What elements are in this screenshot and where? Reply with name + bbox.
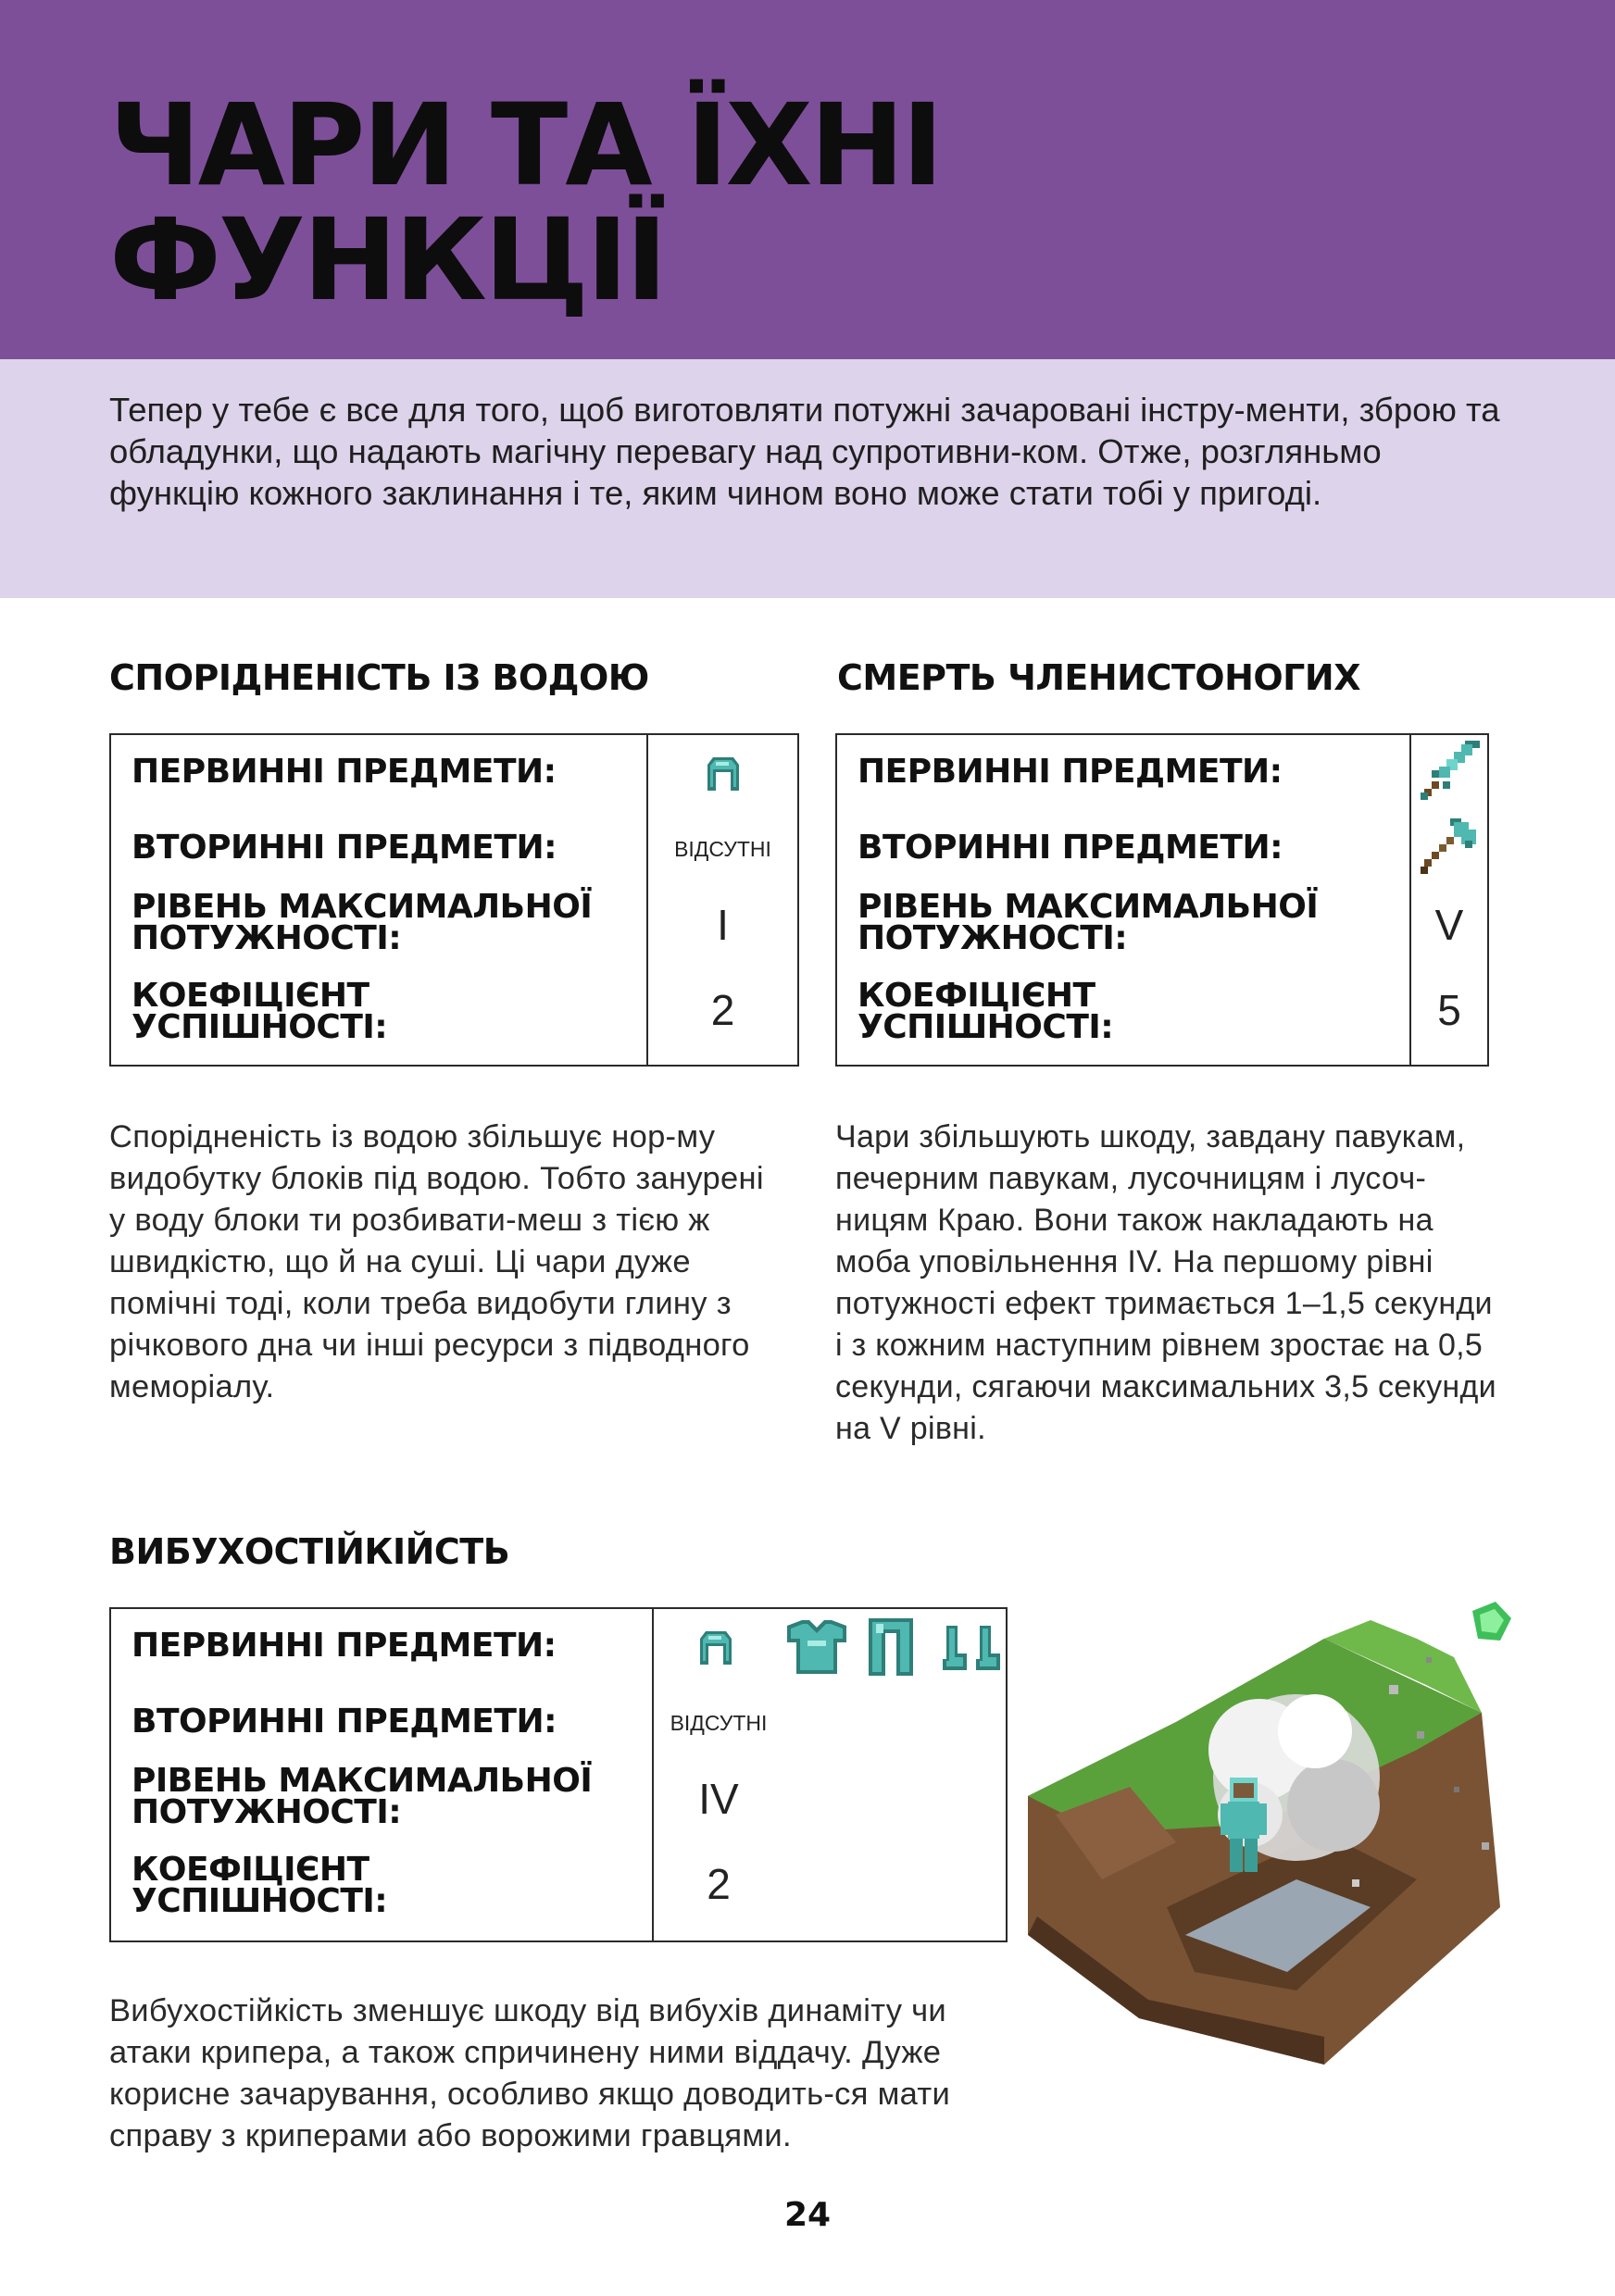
max-level-label-line1: РІВЕНЬ МАКСИМАЛЬНОЇ [131, 888, 593, 926]
axe-icon [1421, 815, 1480, 874]
max-level-label-line1: РІВЕНЬ МАКСИМАЛЬНОЇ [858, 888, 1319, 926]
info-values [654, 1609, 1006, 1940]
description-bane-of-arthropods: Чари збільшують шкоду, завдану павукам, печерним павукам, лусочницям і лусоч-ницям Краю. Вони також накладають на моба уповільнення IV. На першому рівні потужності ефект тримається 1–1,5 секунди і з кожним наступним рівнем зростає на 0,5 секунди, сягаючи максимальних 3,5 секунди на V рівні. [835, 1119, 1496, 1446]
section-title-blast-protection: ВИБУХОСТІЙКІЙСТЬ [109, 1531, 510, 1572]
info-labels [837, 735, 1411, 1065]
max-level-label-line2: ПОТУЖНОСТІ: [131, 1793, 402, 1831]
sword-icon [1421, 741, 1480, 800]
weight-value: 2 [710, 986, 735, 1034]
weight-value: 2 [707, 1860, 731, 1908]
max-level-value: I [717, 901, 729, 949]
primary-label: ПЕРВИННІ ПРЕДМЕТИ: [131, 753, 557, 791]
max-level-label-line1: РІВЕНЬ МАКСИМАЛЬНОЇ [131, 1762, 593, 1800]
info-box-bane-of-arthropods [835, 733, 1489, 1067]
weight-label-line2: УСПІШНОСТІ: [858, 1008, 1114, 1046]
max-level-value: V [1434, 901, 1464, 949]
explosion-illustration [1019, 1602, 1519, 2083]
page-number: 24 [783, 2196, 832, 2234]
helmet-icon [695, 1628, 737, 1665]
weight-value: 5 [1437, 986, 1461, 1034]
boots-icon [943, 1626, 1002, 1670]
weight-label-line1: КОЕФІЦІЄНТ [858, 977, 1095, 1015]
weight-label-line2: УСПІШНОСТІ: [131, 1008, 388, 1046]
primary-label: ПЕРВИННІ ПРЕДМЕТИ: [858, 753, 1283, 791]
weight-label-line1: КОЕФІЦІЄНТ [131, 977, 369, 1015]
info-labels [111, 1609, 654, 1940]
info-values [648, 735, 797, 1065]
info-box-aqua-affinity [109, 733, 799, 1067]
secondary-value: ВІДСУТНІ [674, 837, 771, 861]
max-level-label-line2: ПОТУЖНОСТІ: [131, 919, 402, 957]
max-level-value: IV [698, 1775, 739, 1823]
chestplate-icon [785, 1620, 848, 1674]
secondary-label: ВТОРИННІ ПРЕДМЕТИ: [858, 829, 1283, 867]
info-values [1411, 735, 1487, 1065]
description-blast-protection: Вибухостійкість зменшує шкоду від вибухів динаміту чи атаки крипера, а також спричинену ними віддачу. Дуже корисне зачарування, особливо якщо доводить-ся мати справу з криперами або ворожими гравцями. [109, 1993, 951, 2153]
section-title-aqua-affinity: СПОРІДНЕНІСТЬ ІЗ ВОДОЮ [109, 657, 649, 698]
secondary-label: ВТОРИННІ ПРЕДМЕТИ: [131, 829, 557, 867]
max-level-label-line2: ПОТУЖНОСТІ: [858, 919, 1128, 957]
info-labels [111, 735, 648, 1065]
intro-text: Тепер у тебе є все для того, щоб виготовляти потужні зачаровані інстру-менти, зброю та обладунки, що надають магічну перевагу над супротивни-ком. Отже, розгляньмо функцію кожного заклинання і те, яким чином воно може стати тобі у пригоді. [109, 391, 1500, 512]
primary-label: ПЕРВИННІ ПРЕДМЕТИ: [131, 1627, 557, 1665]
secondary-value: ВІДСУТНІ [670, 1711, 768, 1735]
info-box-blast-protection [109, 1607, 1008, 1942]
leggings-icon [867, 1618, 915, 1676]
section-title-bane-of-arthropods: СМЕРТЬ ЧЛЕНИСТОНОГИХ [837, 657, 1360, 698]
page-title: ЧАРИ ТА ЇХНІ ФУНКЦІЇ [109, 80, 942, 326]
description-aqua-affinity: Спорідненість із водою збільшує нор-му видобутку блоків під водою. Тобто занурені у воду блоки ти розбивати-меш з тією ж швидкістю, що й на суші. Ці чари дуже помічні тоді, коли треба видобути глину з річкового дна чи інші ресурси з підводного меморіалу. [109, 1119, 764, 1404]
helmet-icon [702, 754, 745, 791]
weight-label-line2: УСПІШНОСТІ: [131, 1882, 388, 1920]
weight-label-line1: КОЕФІЦІЄНТ [131, 1851, 369, 1889]
secondary-label: ВТОРИННІ ПРЕДМЕТИ: [131, 1703, 557, 1741]
